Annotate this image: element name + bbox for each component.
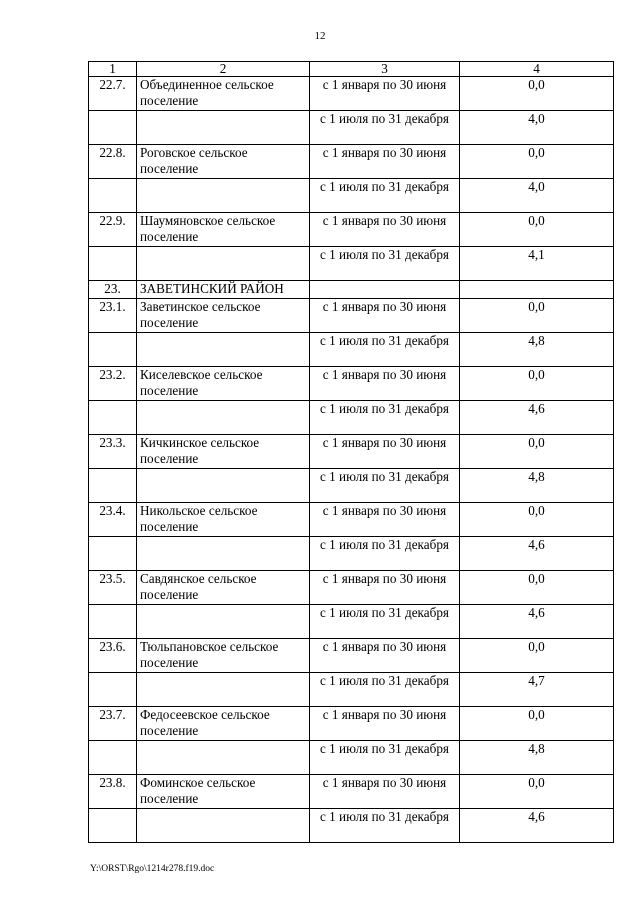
table-row [89,775,614,809]
period-cell: с 1 января по 30 июня [310,77,460,111]
period-cell: с 1 июля по 31 декабря [310,401,460,435]
period-cell: с 1 июля по 31 декабря [310,333,460,367]
value-cell: 0,0 [460,571,614,605]
header-cell: 3 [310,62,460,77]
value-cell: 4,8 [460,333,614,367]
settlement-name-cell: Тюльпановское сельское поселение [137,639,310,673]
value-cell [460,281,614,299]
row-number-cell [89,741,137,775]
settlement-name-cell [137,809,310,843]
row-number-cell [89,809,137,843]
table-row [89,469,614,503]
table-row [89,571,614,605]
period-cell: с 1 июля по 31 декабря [310,741,460,775]
settlement-name-cell [137,401,310,435]
table-row [89,111,614,145]
settlement-name-cell [137,247,310,281]
table-row [89,179,614,213]
row-number-cell: 22.7. [89,77,137,111]
settlement-name-cell: Киселевское сельское поселение [137,367,310,401]
period-cell: с 1 июля по 31 декабря [310,247,460,281]
settlement-name-cell: Фоминское сельское поселение [137,775,310,809]
period-cell: с 1 июля по 31 декабря [310,111,460,145]
table-row [89,537,614,571]
period-cell: с 1 июля по 31 декабря [310,469,460,503]
settlement-name-cell: Объединенное сельское поселение [137,77,310,111]
period-cell: с 1 января по 30 июня [310,435,460,469]
period-cell: с 1 января по 30 июня [310,503,460,537]
row-number-cell [89,469,137,503]
period-cell: с 1 января по 30 июня [310,299,460,333]
period-cell: с 1 января по 30 июня [310,707,460,741]
settlement-name-cell: Кичкинское сельское поселение [137,435,310,469]
period-cell [310,281,460,299]
tariff-table [88,61,614,843]
table-row [89,741,614,775]
period-cell: с 1 января по 30 июня [310,571,460,605]
table-row [89,707,614,741]
header-cell: 4 [460,62,614,77]
value-cell: 4,6 [460,605,614,639]
settlement-name-cell: Заветинское сельское поселение [137,299,310,333]
row-number-cell: 23.1. [89,299,137,333]
period-cell: с 1 июля по 31 декабря [310,537,460,571]
row-number-cell: 23.2. [89,367,137,401]
value-cell: 0,0 [460,435,614,469]
period-cell: с 1 января по 30 июня [310,213,460,247]
value-cell: 4,6 [460,537,614,571]
row-number-cell [89,247,137,281]
header-cell: 1 [89,62,137,77]
row-number-cell: 23.8. [89,775,137,809]
settlement-name-cell: Шаумяновское сельское поселение [137,213,310,247]
table-row [89,401,614,435]
table-row [89,213,614,247]
value-cell: 4,7 [460,673,614,707]
value-cell: 0,0 [460,299,614,333]
value-cell: 0,0 [460,213,614,247]
row-number-cell [89,401,137,435]
row-number-cell [89,605,137,639]
value-cell: 4,8 [460,741,614,775]
table-row [89,367,614,401]
row-number-cell: 23.6. [89,639,137,673]
period-cell: с 1 января по 30 июня [310,775,460,809]
settlement-name-cell [137,333,310,367]
document-footer-path: Y:\ORST\Rgo\1214r278.f19.doc [90,864,215,874]
table-row [89,247,614,281]
page-number: 12 [314,30,326,42]
settlement-name-cell [137,673,310,707]
settlement-name-cell: Роговское сельское поселение [137,145,310,179]
table-row [89,673,614,707]
row-number-cell: 22.9. [89,213,137,247]
value-cell: 4,8 [460,469,614,503]
value-cell: 4,6 [460,809,614,843]
table-row [89,299,614,333]
table-header-row [89,62,614,77]
period-cell: с 1 июля по 31 декабря [310,673,460,707]
settlement-name-cell [137,605,310,639]
row-number-cell: 23.5. [89,571,137,605]
header-cell: 2 [137,62,310,77]
row-number-cell: 23.7. [89,707,137,741]
settlement-name-cell: Никольское сельское поселение [137,503,310,537]
settlement-name-cell [137,741,310,775]
settlement-name-cell [137,111,310,145]
row-number-cell: 22.8. [89,145,137,179]
table-row [89,145,614,179]
row-number-cell: 23.3. [89,435,137,469]
value-cell: 0,0 [460,367,614,401]
table-row [89,333,614,367]
value-cell: 0,0 [460,503,614,537]
row-number-cell [89,333,137,367]
row-number-cell [89,673,137,707]
value-cell: 0,0 [460,707,614,741]
value-cell: 0,0 [460,145,614,179]
row-number-cell [89,111,137,145]
settlement-name-cell [137,469,310,503]
table-row [89,639,614,673]
settlement-name-cell: Федосеевское сельское поселение [137,707,310,741]
table-row [89,605,614,639]
district-heading-row [89,281,614,299]
period-cell: с 1 января по 30 июня [310,367,460,401]
table-row [89,809,614,843]
value-cell: 4,0 [460,111,614,145]
period-cell: с 1 июля по 31 декабря [310,809,460,843]
table-row [89,77,614,111]
value-cell: 0,0 [460,77,614,111]
period-cell: с 1 января по 30 июня [310,639,460,673]
row-number-cell: 23.4. [89,503,137,537]
value-cell: 4,1 [460,247,614,281]
period-cell: с 1 января по 30 июня [310,145,460,179]
value-cell: 0,0 [460,639,614,673]
row-number-cell: 23. [89,281,137,299]
value-cell: 4,6 [460,401,614,435]
period-cell: с 1 июля по 31 декабря [310,179,460,213]
settlement-name-cell [137,537,310,571]
settlement-name-cell [137,179,310,213]
value-cell: 0,0 [460,775,614,809]
row-number-cell [89,537,137,571]
table-row [89,503,614,537]
period-cell: с 1 июля по 31 декабря [310,605,460,639]
row-number-cell [89,179,137,213]
value-cell: 4,0 [460,179,614,213]
settlement-name-cell: Савдянское сельское поселение [137,571,310,605]
table-row [89,435,614,469]
district-name-cell: ЗАВЕТИНСКИЙ РАЙОН [137,281,310,299]
